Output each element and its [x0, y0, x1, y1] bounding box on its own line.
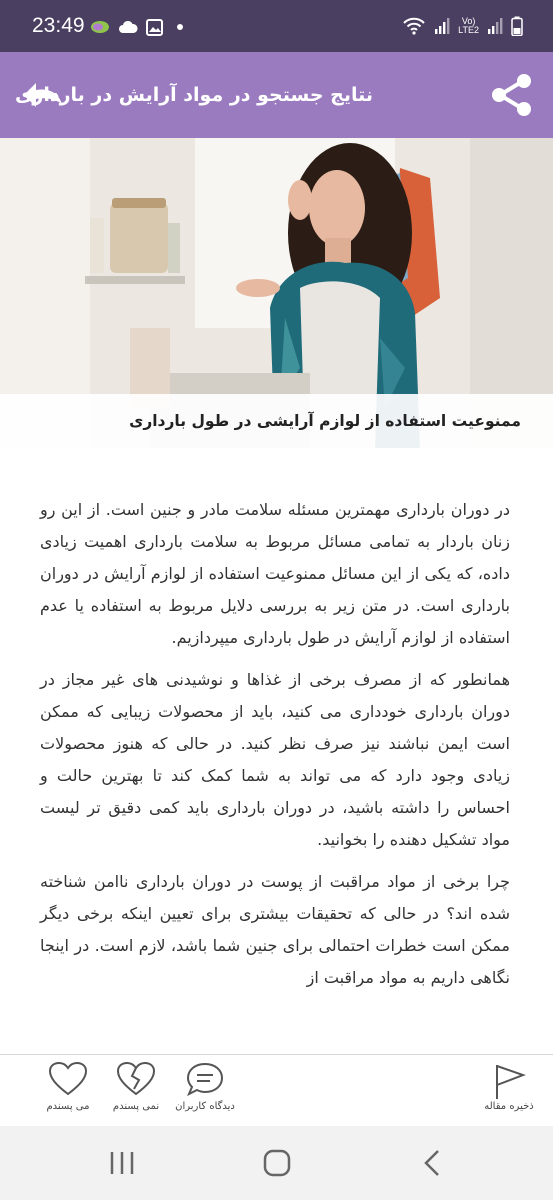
- article-paragraph-3: چرا برخی از مواد مراقبت از پوست در دوران بارداری ناامن شناخته شده اند؟ در حالی که تحقیقات بیشتری برای تعیین اینکه برخی دیگر ممکن است خطرات احتمالی برای جنین شما باشد، لازم است. در اینجا نگاهی داریم به مواد مراقبت از: [40, 872, 510, 987]
- comments-label: دیدگاه کاربران: [175, 1101, 235, 1112]
- article-paragraph-1: در دوران بارداری مهمترین مسئله سلامت مادر و جنین است. از این رو زنان باردار به تمامی مسائل مربوط به سلامت بارداری اهمیت زیادی داده، که یکی از این مسائل ممنوعیت استفاده از لوازم آرایش در دوران بارداری است. در متن زیر به بررسی دلایل مربوط به استفاده یا عدم استفاده از لوازم آرایش در طول بارداری میپردازیم.: [40, 500, 510, 647]
- app-logo-icon: [90, 18, 110, 36]
- home-icon[interactable]: [257, 1148, 297, 1178]
- nav-back-icon[interactable]: [412, 1148, 452, 1178]
- save-article-button[interactable]: [474, 1061, 544, 1112]
- like-label: می پسندم: [46, 1101, 90, 1112]
- image-icon: [146, 19, 163, 36]
- article-viewport[interactable]: [0, 448, 553, 1054]
- broken-heart-icon: [116, 1061, 156, 1097]
- network-label-1: Vo): [461, 16, 476, 26]
- dislike-button[interactable]: [101, 1061, 171, 1112]
- like-button[interactable]: [33, 1061, 103, 1112]
- dot-icon: [171, 20, 185, 34]
- hero-image: [0, 138, 553, 448]
- wifi-icon: [402, 17, 426, 35]
- signal-icon: [434, 17, 450, 35]
- heart-icon: [48, 1061, 88, 1097]
- page-title: [14, 52, 373, 138]
- hero-caption: ممنوعیت استفاده از لوازم آرایشی در طول بارداری: [0, 394, 553, 448]
- status-bar: [0, 0, 553, 52]
- dislike-label: نمی پسندم: [112, 1101, 160, 1112]
- status-left-icons: [90, 18, 185, 36]
- recents-icon[interactable]: [102, 1148, 142, 1178]
- network-label: [458, 17, 479, 35]
- article-body: [40, 494, 510, 1004]
- status-right-icons: [402, 16, 523, 36]
- cloud-icon: [118, 20, 138, 34]
- share-icon[interactable]: [489, 72, 535, 118]
- save-label: ذخیره مقاله: [484, 1101, 534, 1112]
- comments-button[interactable]: [170, 1061, 240, 1112]
- comment-bubble-icon: [185, 1061, 225, 1097]
- status-time: 23:49: [32, 14, 85, 37]
- action-bar: [0, 1054, 553, 1126]
- battery-icon: [511, 16, 523, 36]
- signal-icon-2: [487, 17, 503, 35]
- system-nav-bar: [0, 1126, 553, 1200]
- page-title-text: نتایج جستجو در مواد آرایش در بارداری: [14, 84, 373, 106]
- article-paragraph-2: همانطور که از مصرف برخی از غذاها و نوشیدنی های غیر مجاز در دوران بارداری خودداری می کنید، باید از محصولات زیبایی که ممکن است ایمن نباشند نیز صرف نظر کنید. در حالی که هنوز محصولات زیادی وجود دارد که می تواند به شما کمک کند تا بهترین حالت و احساس را داشته باشید، در دوران بارداری باید کمی دقیق تر لیست مواد تشکیل دهنده را بخوانید.: [40, 670, 510, 849]
- flag-icon: [489, 1061, 529, 1101]
- app-header: [0, 52, 553, 138]
- network-label-2: LTE2: [458, 25, 479, 35]
